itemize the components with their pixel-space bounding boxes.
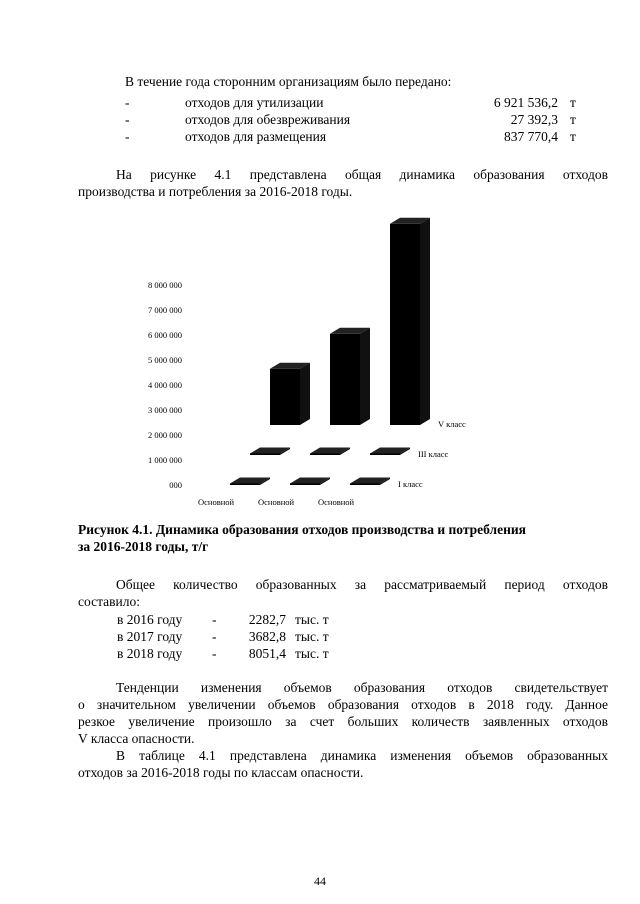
bar	[390, 218, 430, 425]
transfer-unit-1: т	[570, 95, 576, 110]
total-paragraph-line-2: составило:	[78, 594, 140, 609]
series-label: III класс	[418, 449, 449, 459]
year-label-2016: в 2016 году	[117, 612, 183, 627]
figure-paragraph-line-1: На рисунке 4.1 представлена общая динамика образования отходов	[116, 167, 608, 182]
bar-side	[420, 218, 430, 425]
bar-top	[290, 478, 330, 484]
bar-top	[350, 478, 390, 484]
trend-paragraph-line-3: резкое увеличение произошло за счет больших количеств заявленных отходов	[78, 714, 608, 729]
bar-side	[300, 363, 310, 425]
transfer-dash-1: -	[125, 95, 130, 110]
year-label-2017: в 2017 году	[117, 629, 183, 644]
category-label: Основной	[258, 497, 295, 507]
transfer-label-3: отходов для размещения	[185, 129, 327, 144]
y-tick-label: 6 000 000	[148, 330, 182, 340]
y-tick-label: 8 000 000	[148, 280, 182, 290]
transfer-dash-3: -	[125, 129, 130, 144]
transfer-value-2: 27 392,3	[510, 112, 558, 127]
year-label-2018: в 2018 году	[117, 646, 183, 661]
bar	[370, 448, 410, 456]
year-value-2018: 8051,4	[248, 646, 286, 661]
y-tick-label: 4 000 000	[148, 380, 182, 390]
transfer-value-3: 837 770,4	[504, 129, 558, 144]
total-paragraph-line-1: Общее количество образованных за рассматриваемый период отходов	[116, 577, 608, 592]
year-dash-2017: -	[212, 629, 217, 644]
bar-front	[270, 369, 300, 425]
bar	[290, 478, 330, 486]
bar-front	[290, 484, 320, 486]
series-label: I класс	[398, 479, 423, 489]
x-axis-categories	[198, 497, 355, 507]
bar-side	[360, 328, 370, 425]
figure-caption-line-2: за 2016-2018 годы, т/г	[78, 539, 209, 554]
year-dash-2018: -	[212, 646, 217, 661]
y-tick-label: 3 000 000	[148, 405, 182, 415]
transfer-unit-2: т	[570, 112, 576, 127]
bar-top	[370, 448, 410, 454]
bar	[350, 478, 390, 486]
bar	[270, 363, 310, 425]
y-tick-label: 7 000 000	[148, 305, 182, 315]
transfer-dash-2: -	[125, 112, 130, 127]
bar-front	[330, 334, 360, 425]
bar-front	[350, 484, 380, 486]
bar-top	[250, 448, 290, 454]
y-tick-label: 1 000 000	[148, 455, 182, 465]
transfer-value-1: 6 921 536,2	[493, 95, 558, 110]
year-value-2017: 3682,8	[248, 629, 286, 644]
bar-front	[310, 454, 340, 456]
trend-paragraph-line-4: V класса опасности.	[78, 731, 195, 746]
category-label: Основной	[198, 497, 235, 507]
trend-paragraph-line-2: о значительном увеличении объемов образования отходов в 2018 году. Данное	[78, 697, 608, 712]
year-unit-2016: тыс. т	[295, 612, 329, 627]
bar-front	[250, 454, 280, 456]
transfer-label-2: отходов для обезвреживания	[185, 112, 351, 127]
table-paragraph-line-2: отходов за 2016-2018 годы по классам опасности.	[78, 765, 364, 780]
series-labels	[398, 419, 466, 489]
year-value-2016: 2282,7	[248, 612, 286, 627]
category-label: Основной	[318, 497, 355, 507]
y-tick-label: 000	[169, 480, 182, 490]
chart-bars	[230, 218, 430, 485]
y-tick-label: 2 000 000	[148, 430, 182, 440]
figure-caption-line-1: Рисунок 4.1. Динамика образования отходов производства и потребления	[78, 522, 526, 537]
year-dash-2016: -	[212, 612, 217, 627]
year-unit-2018: тыс. т	[295, 646, 329, 661]
bar-top	[230, 478, 270, 484]
bar-front	[230, 484, 260, 486]
table-paragraph-line-1: В таблице 4.1 представлена динамика изменения объемов образованных	[116, 748, 608, 763]
transfer-unit-3: т	[570, 129, 576, 144]
series-label: V класс	[438, 419, 466, 429]
bar-front	[370, 454, 400, 456]
transfer-intro: В течение года сторонним организациям было передано:	[125, 74, 452, 89]
year-unit-2017: тыс. т	[295, 629, 329, 644]
transfer-label-1: отходов для утилизации	[185, 95, 324, 110]
bar	[230, 478, 270, 486]
bar	[310, 448, 350, 456]
bar	[330, 328, 370, 425]
waste-dynamics-chart	[130, 215, 520, 515]
y-axis-ticks	[148, 280, 182, 490]
bar-front	[390, 224, 420, 425]
trend-paragraph-line-1: Тенденции изменения объемов образования отходов свидетельствует	[116, 680, 608, 695]
bar-top	[310, 448, 350, 454]
bar	[250, 448, 290, 456]
figure-paragraph-line-2: производства и потребления за 2016-2018 годы.	[78, 184, 353, 199]
y-tick-label: 5 000 000	[148, 355, 182, 365]
page-number: 44	[314, 874, 326, 888]
